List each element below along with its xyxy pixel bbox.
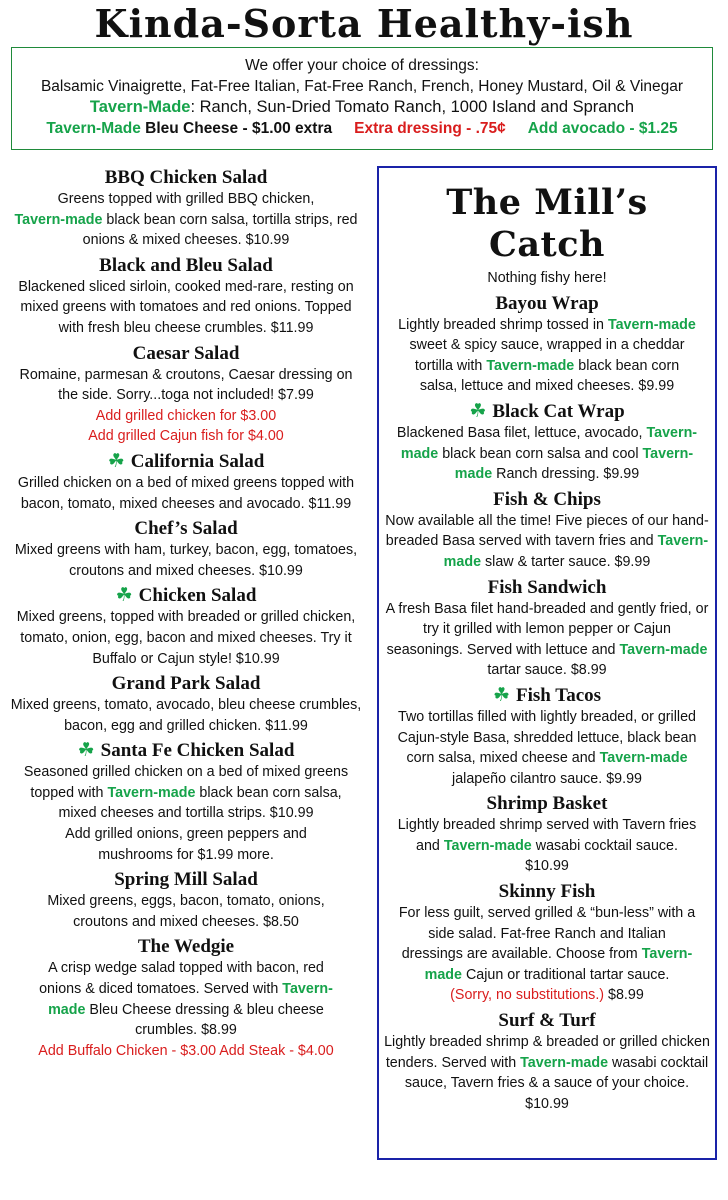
shamrock-icon: ☘ xyxy=(469,399,487,422)
item-description: A fresh Basa filet hand-breaded and gently fried, or try it grilled with lemon pepper or Cajun seasonings. Served with lettuce and Tavern-made tartar sauce. $8.99 xyxy=(385,600,709,679)
menu-item xyxy=(8,254,364,339)
item-description: Two tortillas filled with lightly breaded, or grilled Cajun-style Basa, shredded lettuce, black bean corn salsa, mixed cheese and Tavern-made jalapeño cilantro sauce. $9.99 xyxy=(397,708,697,787)
item-description: Grilled chicken on a bed of mixed greens topped with bacon, tomato, mixed cheeses and avocado. $11.99 xyxy=(17,474,355,512)
add-on-protein: Add Buffalo Chicken - $3.00 Add Steak - $4.00 xyxy=(38,1042,334,1059)
item-description: Lightly breaded shrimp tossed in Tavern-made sweet & spicy sauce, wrapped in a cheddar tortilla with Tavern-made black bean corn salsa, lettuce and mixed cheeses. $9.99 xyxy=(398,316,696,395)
item-description: Romaine, parmesan & croutons, Caesar dressing on the side. Sorry...toga not included! $7.99 xyxy=(19,366,353,404)
extra-dressing-price: Extra dressing - .75¢ xyxy=(354,120,506,137)
menu-item xyxy=(383,792,711,877)
menu-item xyxy=(8,450,364,514)
menu-item xyxy=(8,166,364,251)
item-description: Mixed greens, tomato, avocado, bleu cheese crumbles, bacon, egg and grilled chicken. $11.99 xyxy=(10,697,362,734)
item-description: Blackened sliced sirloin, cooked med-rare, resting on mixed greens with tomatoes and red onions. Topped with fresh bleu cheese crumbles. $11.99 xyxy=(18,278,354,336)
dressings-list: Balsamic Vinaigrette, Fat-Free Italian, Fat-Free Ranch, French, Honey Mustard, Oil & Vinegar xyxy=(40,78,684,95)
menu-item xyxy=(8,517,364,581)
item-name: Chef’s Salad xyxy=(134,518,238,540)
item-name: ☘ California Salad xyxy=(107,449,265,472)
item-description: Seasoned grilled chicken on a bed of mixed greens topped with Tavern-made black bean corn salsa, mixed cheeses and tortilla strips. $10.99 xyxy=(23,764,349,822)
page-title: Kinda-Sorta Healthy-ish xyxy=(94,1,634,46)
menu-item xyxy=(8,739,364,865)
item-name: The Wedgie xyxy=(137,936,235,958)
item-name: ☘ Fish Tacos xyxy=(492,683,602,706)
tavern-dressings-list: : Ranch, Sun-Dried Tomato Ranch, 1000 Island and Spranch xyxy=(190,98,635,116)
item-description: For less guilt, served grilled & “bun-less” with a side salad. Fat-free Ranch and Italian dressings are available. Choose from Tavern-made Cajun or traditional tartar sauce. (Sorry, no substitutions.) $8.99 xyxy=(398,905,696,1004)
item-name: Skinny Fish xyxy=(498,881,596,903)
section-title: The Mill’s Catch xyxy=(446,182,648,265)
shamrock-icon: ☘ xyxy=(107,449,125,472)
menu-item xyxy=(8,672,364,736)
tavern-made-label: Tavern-Made xyxy=(46,120,141,137)
menu-item xyxy=(383,488,711,573)
item-name: Black and Bleu Salad xyxy=(99,254,273,276)
menu-item xyxy=(8,584,364,669)
menu-item xyxy=(383,400,711,485)
item-name: Grand Park Salad xyxy=(111,673,261,695)
tavern-made-label: Tavern-Made xyxy=(89,98,191,116)
tavern-dressings xyxy=(12,97,712,118)
salads-column xyxy=(8,163,364,1063)
item-name: Bayou Wrap xyxy=(495,292,599,314)
item-name: Fish & Chips xyxy=(493,488,601,510)
no-substitutions: (Sorry, no substitutions.) xyxy=(450,987,605,1004)
bleu-cheese-extra: Bleu Cheese - $1.00 extra xyxy=(140,120,333,137)
item-description: Blackened Basa filet, lettuce, avocado, Tavern-made black bean corn salsa and cool Tavern-made Ranch dressing. $9.99 xyxy=(396,424,698,483)
item-description: Lightly breaded shrimp & breaded or grilled chicken tenders. Served with Tavern-made wasabi cocktail sauce, Tavern fries & a sauce of your choice. $10.99 xyxy=(384,1034,710,1112)
shamrock-icon: ☘ xyxy=(115,584,133,607)
menu-item xyxy=(8,935,364,1061)
item-description: Mixed greens, eggs, bacon, tomato, onions, croutons and mixed cheeses. $8.50 xyxy=(47,893,325,930)
dressing-extras xyxy=(12,118,712,139)
item-description: Mixed greens, topped with breaded or grilled chicken, tomato, onion, egg, bacon and mixed cheeses. Try it Buffalo or Cajun style! $10.99 xyxy=(16,609,356,667)
menu-item xyxy=(383,576,711,681)
add-avocado-price: Add avocado - $1.25 xyxy=(527,120,678,137)
item-name: ☘ Chicken Salad xyxy=(115,584,257,607)
item-name: Spring Mill Salad xyxy=(114,869,258,891)
item-name: Surf & Turf xyxy=(498,1010,596,1032)
item-name: Shrimp Basket xyxy=(486,793,608,815)
item-name: BBQ Chicken Salad xyxy=(104,167,268,188)
menu-item xyxy=(8,868,364,932)
section-subtitle: Nothing fishy here! xyxy=(487,270,607,286)
menu-item xyxy=(383,880,711,1006)
item-description: Mixed greens with ham, turkey, bacon, egg, tomatoes, croutons and mixed cheeses. $10.99 xyxy=(14,542,358,579)
shamrock-icon: ☘ xyxy=(77,739,95,762)
add-on-veggies: Add grilled onions, green peppers and mushrooms for $1.99 more. xyxy=(65,826,307,863)
add-on-fish: Add grilled Cajun fish for $4.00 xyxy=(88,428,284,445)
item-name: ☘ Santa Fe Chicken Salad xyxy=(77,739,295,762)
add-on-chicken: Add grilled chicken for $3.00 xyxy=(95,407,277,424)
item-price: $8.99 xyxy=(604,987,644,1004)
shamrock-icon: ☘ xyxy=(492,683,511,706)
item-description: Greens topped with grilled BBQ chicken, Tavern-made black bean corn salsa, tortilla strips, red onions & mixed cheeses. $10.99 xyxy=(14,191,358,249)
item-name: Caesar Salad xyxy=(132,342,240,364)
item-description: Now available all the time! Five pieces of our hand-breaded Basa served with tavern fries and Tavern-made slaw & tarter sauce. $9.99 xyxy=(385,512,709,570)
item-name: ☘ Black Cat Wrap xyxy=(469,399,625,422)
menu-item xyxy=(383,1009,711,1114)
item-description: Lightly breaded shrimp served with Tavern fries and Tavern-made wasabi cocktail sauce. $10.99 xyxy=(397,817,697,875)
mills-catch-box xyxy=(377,166,717,1160)
item-description: A crisp wedge salad topped with bacon, red onions & diced tomatoes. Served with Tavern-made Bleu Cheese dressing & bleu cheese crumbles. $8.99 xyxy=(39,960,333,1039)
menu-item xyxy=(383,684,711,789)
menu-item xyxy=(383,292,711,397)
dressings-box xyxy=(11,47,713,150)
dressings-intro: We offer your choice of dressings: xyxy=(245,57,479,74)
item-name: Fish Sandwich xyxy=(487,576,607,598)
menu-item xyxy=(8,342,364,447)
